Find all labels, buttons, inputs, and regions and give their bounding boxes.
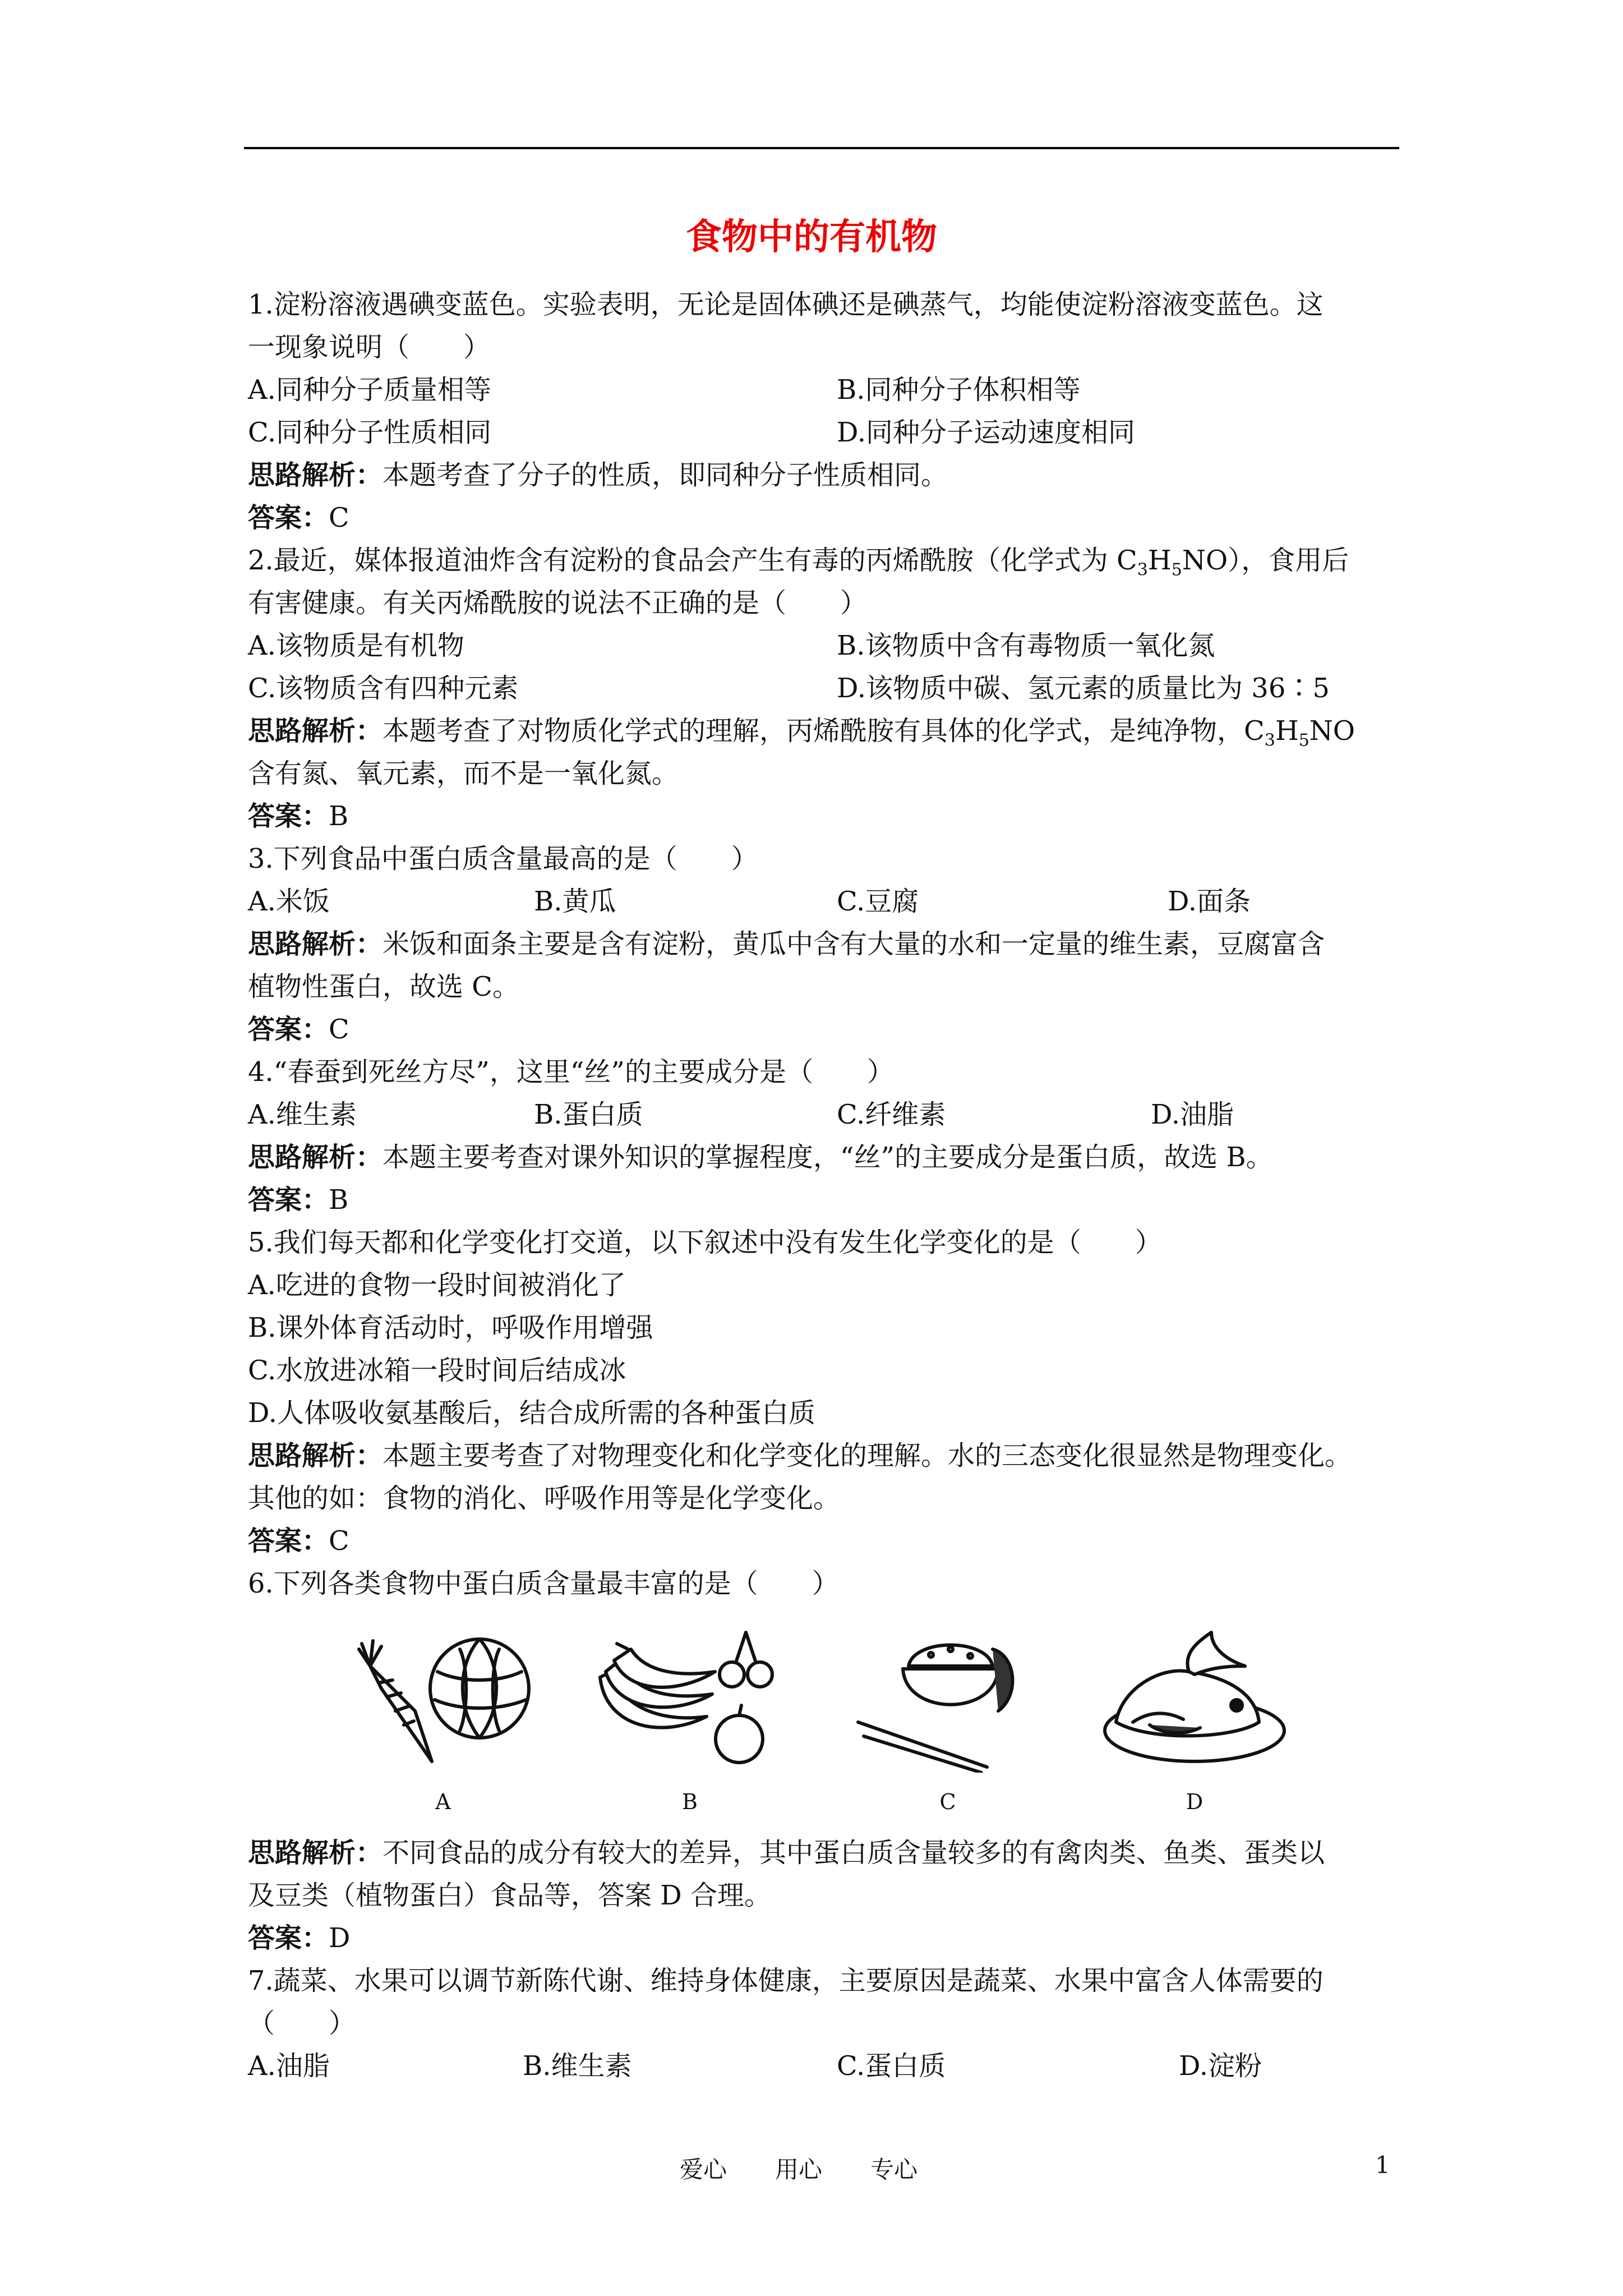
figure-label-d: D bbox=[1186, 1789, 1204, 1814]
q1-analysis bbox=[248, 457, 948, 494]
subscript: 5 bbox=[1171, 560, 1182, 580]
q2-formula-h: H bbox=[1147, 545, 1172, 576]
q2-option-b: B.该物质中含有毒物质一氧化氮 bbox=[837, 630, 1215, 661]
q4-analysis bbox=[248, 1139, 1273, 1176]
q4-option-d: D.油脂 bbox=[1151, 1099, 1234, 1130]
header-rule bbox=[244, 147, 1399, 149]
q5-option-d: D.人体吸收氨基酸后，结合成所需的各种蛋白质 bbox=[248, 1397, 816, 1429]
q2-analysis-line1 bbox=[248, 712, 1355, 760]
answer-value: C bbox=[329, 1014, 349, 1045]
footer-motto-1: 爱心 bbox=[680, 2156, 727, 2183]
q6-analysis-line2: 及豆类（植物蛋白）食品等，答案 D 合理。 bbox=[248, 1880, 772, 1911]
answer-label: 答案： bbox=[248, 1525, 329, 1557]
footer-motto-3: 专心 bbox=[870, 2156, 918, 2183]
q2-stem-line2: 有害健康。有关丙烯酰胺的说法不正确的是（ ） bbox=[248, 587, 868, 619]
q5-option-c: C.水放进冰箱一段时间后结成冰 bbox=[248, 1355, 626, 1386]
q7-option-a: A.油脂 bbox=[248, 2050, 330, 2082]
answer-value: C bbox=[329, 502, 349, 533]
q7-stem-line1: 7.蔬菜、水果可以调节新陈代谢、维持身体健康，主要原因是蔬菜、水果中富含人体需要的 bbox=[248, 1965, 1324, 1996]
q4-stem: 4.“春蚕到死丝方尽”，这里“丝”的主要成分是（ ） bbox=[248, 1056, 894, 1088]
vegetables-image bbox=[348, 1627, 538, 1773]
q3-option-d: D.面条 bbox=[1168, 886, 1251, 917]
q5-stem: 5.我们每天都和化学变化打交道，以下叙述中没有发生化学变化的是（ ） bbox=[248, 1227, 1162, 1258]
q2-option-d: D.该物质中碳、氢元素的质量比为 36∶5 bbox=[837, 673, 1330, 704]
q7-option-c: C.蛋白质 bbox=[837, 2050, 946, 2082]
analysis-text: 米饭和面条主要是含有淀粉，黄瓜中含有大量的水和一定量的维生素，豆腐富含 bbox=[382, 928, 1325, 960]
analysis-text: 本题考查了分子的性质，即同种分子性质相同。 bbox=[382, 459, 948, 491]
answer-label: 答案： bbox=[248, 502, 329, 533]
q3-option-c: C.豆腐 bbox=[837, 886, 919, 917]
page-number: 1 bbox=[1375, 2151, 1390, 2179]
q1-option-d: D.同种分子运动速度相同 bbox=[837, 417, 1136, 448]
q4-option-b: B.蛋白质 bbox=[534, 1099, 643, 1130]
q5-option-a: A.吃进的食物一段时间被消化了 bbox=[248, 1269, 626, 1301]
page-title: 食物中的有机物 bbox=[686, 216, 937, 258]
figure-label-b: B bbox=[682, 1789, 698, 1814]
figure-label-c: C bbox=[939, 1789, 956, 1814]
q3-analysis-line2: 植物性蛋白，故选 C。 bbox=[248, 971, 519, 1002]
q2-stem-line1 bbox=[248, 542, 1349, 589]
analysis-label: 思路解析： bbox=[248, 715, 383, 747]
q5-answer bbox=[248, 1522, 349, 1559]
answer-value: B bbox=[329, 800, 349, 832]
q3-option-b: B.黄瓜 bbox=[534, 886, 616, 917]
analysis-label: 思路解析： bbox=[248, 928, 383, 960]
q6-analysis-line1 bbox=[248, 1834, 1325, 1871]
q2-answer bbox=[248, 798, 348, 835]
q4-option-a: A.维生素 bbox=[248, 1099, 357, 1130]
q5-analysis-line2: 其他的如：食物的消化、呼吸作用等是化学变化。 bbox=[248, 1483, 841, 1514]
q3-option-a: A.米饭 bbox=[248, 886, 330, 917]
q2-stem-text: 2.最近，媒体报道油炸含有淀粉的食品会产生有毒的丙烯酰胺（化学式为 C bbox=[248, 545, 1137, 576]
q3-stem: 3.下列食品中蛋白质含量最高的是（ ） bbox=[248, 843, 758, 875]
q2-option-c: C.该物质含有四种元素 bbox=[248, 673, 519, 704]
q5-option-b: B.课外体育活动时，呼吸作用增强 bbox=[248, 1312, 653, 1343]
analysis-tail: NO bbox=[1309, 715, 1355, 747]
q7-stem-line2: （ ） bbox=[248, 2008, 356, 2039]
rice-bowl-image bbox=[852, 1627, 1043, 1773]
q2-option-a: A.该物质是有机物 bbox=[248, 630, 464, 661]
subscript: 3 bbox=[1137, 560, 1148, 580]
analysis-text: 本题主要考查对课外知识的掌握程度，“丝”的主要成分是蛋白质，故选 B。 bbox=[382, 1142, 1273, 1173]
analysis-label: 思路解析： bbox=[248, 1440, 383, 1471]
q2-formula-h: H bbox=[1275, 715, 1299, 747]
analysis-label: 思路解析： bbox=[248, 1142, 383, 1173]
answer-label: 答案： bbox=[248, 1014, 329, 1045]
answer-value: C bbox=[329, 1525, 349, 1557]
q4-option-c: C.纤维素 bbox=[837, 1099, 946, 1130]
q2-analysis-line2: 含有氮、氧元素，而不是一氧化氮。 bbox=[248, 758, 679, 789]
q6-figure-row bbox=[348, 1627, 1290, 1829]
answer-value: B bbox=[329, 1184, 349, 1216]
answer-label: 答案： bbox=[248, 1922, 329, 1954]
answer-value: D bbox=[329, 1922, 351, 1954]
q1-option-a: A.同种分子质量相等 bbox=[248, 374, 491, 406]
q1-stem-line1: 1.淀粉溶液遇碘变蓝色。实验表明，无论是固体碘还是碘蒸气，均能使淀粉溶液变蓝色。这 bbox=[248, 289, 1324, 320]
analysis-label: 思路解析： bbox=[248, 459, 383, 491]
q3-analysis-line1 bbox=[248, 926, 1325, 963]
analysis-label: 思路解析： bbox=[248, 1837, 383, 1869]
q1-answer bbox=[248, 499, 349, 536]
subscript: 3 bbox=[1264, 730, 1275, 751]
figure-label-a: A bbox=[435, 1789, 451, 1814]
q7-option-b: B.维生素 bbox=[523, 2050, 632, 2082]
q3-answer bbox=[248, 1011, 349, 1048]
answer-label: 答案： bbox=[248, 800, 329, 832]
subscript: 5 bbox=[1298, 730, 1310, 751]
analysis-text: 本题主要考查了对物理变化和化学变化的理解。水的三态变化很显然是物理变化。 bbox=[382, 1440, 1352, 1471]
q1-option-b: B.同种分子体积相等 bbox=[837, 374, 1081, 406]
analysis-text: 不同食品的成分有较大的差异，其中蛋白质含量较多的有禽肉类、鱼类、蛋类以 bbox=[382, 1837, 1325, 1869]
q7-option-d: D.淀粉 bbox=[1179, 2050, 1262, 2082]
footer-motto-2: 用心 bbox=[775, 2156, 823, 2183]
fruits-image bbox=[594, 1627, 785, 1773]
q4-answer bbox=[248, 1181, 348, 1218]
q6-answer bbox=[248, 1920, 351, 1957]
q5-analysis-line1 bbox=[248, 1437, 1352, 1474]
analysis-text: 本题考查了对物质化学式的理解，丙烯酰胺有具体的化学式，是纯净物，C bbox=[382, 715, 1265, 747]
q2-stem-tail: NO），食用后 bbox=[1182, 545, 1349, 576]
q1-option-c: C.同种分子性质相同 bbox=[248, 417, 492, 448]
q6-stem: 6.下列各类食物中蛋白质含量最丰富的是（ ） bbox=[248, 1568, 839, 1599]
answer-label: 答案： bbox=[248, 1184, 329, 1216]
q1-stem-line2: 一现象说明（ ） bbox=[248, 332, 491, 363]
fish-dish-image bbox=[1099, 1627, 1290, 1773]
